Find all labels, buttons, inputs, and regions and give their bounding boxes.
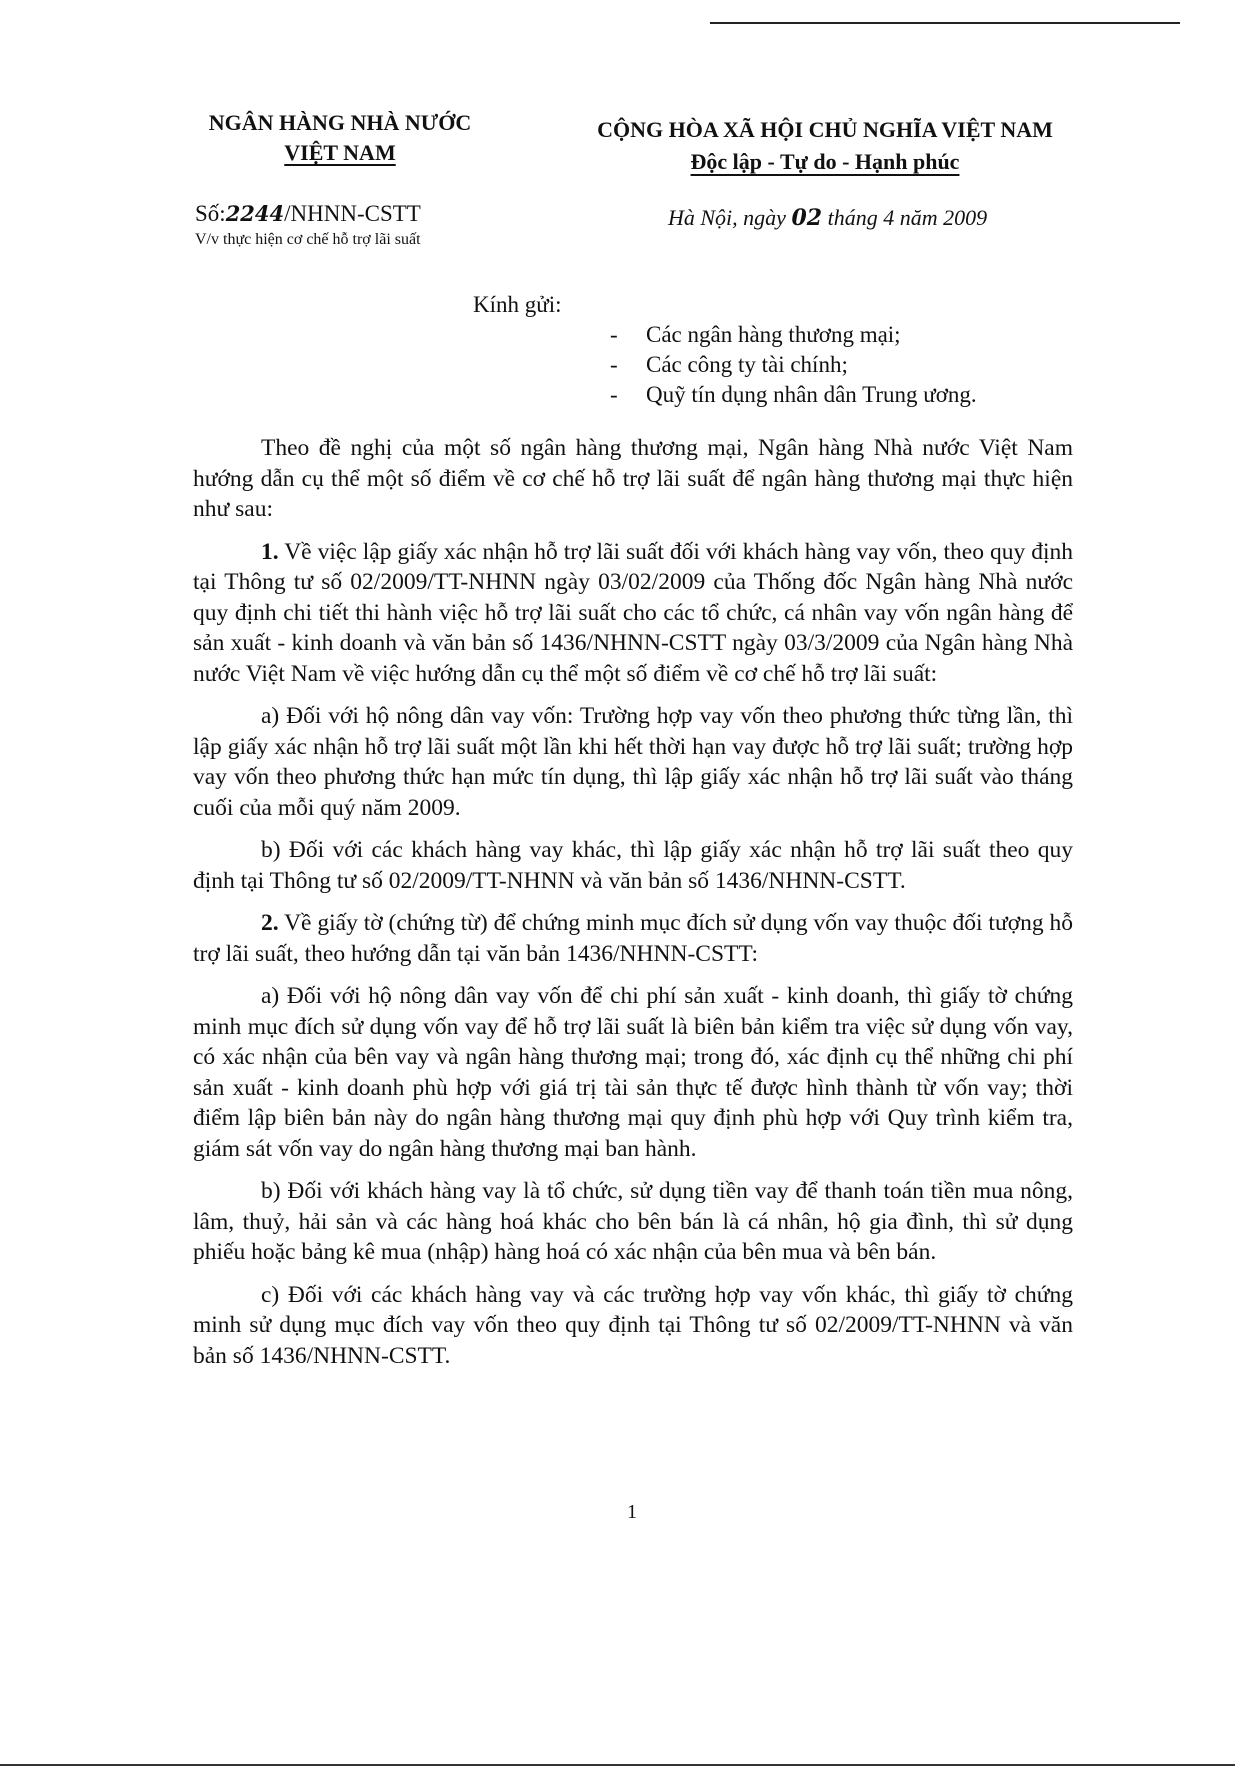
document-subject: V/v thực hiện cơ chế hỗ trợ lãi suất: [195, 231, 421, 248]
section-1-text: Về việc lập giấy xác nhận hỗ trợ lãi suất đối với khách hàng vay vốn, theo quy định tại Thông tư số 02/2009/TT-NHNN ngày 03/02/2009 của Thống đốc Ngân hàng Nhà nước quy định chi tiết thi hành việc hỗ trợ lãi suất cho các tổ chức, cá nhân vay vốn ngân hàng để sản xuất - kinh doanh và văn bản số 1436/NHNN-CSTT ngày 03/3/2009 của Ngân hàng Nhà nước Việt Nam về việc hướng dẫn cụ thể một số điểm về cơ chế hỗ trợ lãi suất:: [193, 538, 1073, 687]
recipient-item: - Các công ty tài chính;: [610, 352, 848, 377]
top-rule: [710, 22, 1180, 24]
section-2-text: Về giấy tờ (chứng từ) để chứng minh mục đích sử dụng vốn vay thuộc đối tượng hỗ trợ lãi suất, theo hướng dẫn tại văn bản 1436/NHNN-CSTT:: [193, 910, 1073, 967]
page-number: 1: [627, 1501, 637, 1523]
document-number: [195, 200, 421, 228]
document-number-handwritten: 2244: [225, 201, 285, 226]
document-number-suffix: /NHNN-CSTT: [284, 201, 421, 226]
intro-paragraph: Theo đề nghị của một số ngân hàng thương mại, Ngân hàng Nhà nước Việt Nam hướng dẫn cụ thể một số điểm về cơ chế hỗ trợ lãi suất để ngân hàng thương mại thực hiện như sau:: [193, 435, 1073, 522]
section-2-number: 2.: [261, 910, 279, 936]
section-1a-paragraph: a) Đối với hộ nông dân vay vốn: Trường hợp vay vốn theo phương thức từng lần, thì lập giấy xác nhận hỗ trợ lãi suất một lần khi hết thời hạn vay được hỗ trợ lãi suất; trường hợp vay vốn theo phương thức hạn mức tín dụng, thì lập giấy xác nhận hỗ trợ lãi suất vào tháng cuối của mỗi quý năm 2009.: [193, 703, 1073, 821]
section-1-paragraph: [193, 537, 1073, 690]
issuer-name-line1: NGÂN HÀNG NHÀ NƯỚC: [208, 110, 472, 135]
date-day-handwritten: 02: [791, 205, 823, 231]
recipient-list: [610, 320, 977, 410]
date-line: [668, 204, 987, 232]
national-header: [560, 114, 1090, 178]
date-after: tháng 4 năm 2009: [822, 205, 988, 230]
document-number-prefix: Số:: [195, 201, 226, 226]
section-2b-paragraph: b) Đối với khách hàng vay là tổ chức, sử dụng tiền vay để thanh toán tiền mua nông, lâm, thuỷ, hải sản và các hàng hoá khác cho bên bán là cá nhân, hộ gia đình, thì sử dụng phiếu hoặc bảng kê mua (nhập) hàng hoá có xác nhận của bên mua và bên bán.: [193, 1178, 1073, 1265]
national-motto: Độc lập - Tự do - Hạnh phúc: [690, 149, 960, 174]
issuer-name-line2: VIỆT NAM: [284, 140, 396, 165]
national-title: CỘNG HÒA XÃ HỘI CHỦ NGHĨA VIỆT NAM: [597, 117, 1053, 142]
recipient-item: - Quỹ tín dụng nhân dân Trung ương.: [610, 382, 977, 407]
section-2c-paragraph: c) Đối với các khách hàng vay và các trường hợp vay vốn khác, thì giấy tờ chứng minh sử dụng mục đích vay vốn theo quy định tại Thông tư số 02/2009/TT-NHNN và văn bản số 1436/NHNN-CSTT.: [193, 1281, 1073, 1369]
recipient-text: Các công ty tài chính;: [646, 352, 848, 377]
bottom-rule: [0, 1764, 1235, 1766]
section-2-paragraph: [193, 908, 1073, 969]
section-1b-paragraph: b) Đối với các khách hàng vay khác, thì lập giấy xác nhận hỗ trợ lãi suất theo quy định tại Thông tư số 02/2009/TT-NHNN và văn bản số 1436/NHNN-CSTT.: [193, 837, 1073, 894]
recipient-item: - Các ngân hàng thương mại;: [610, 322, 901, 347]
section-1-number: 1.: [261, 538, 279, 565]
recipient-text: Quỹ tín dụng nhân dân Trung ương.: [646, 382, 977, 407]
section-2a-paragraph: a) Đối với hộ nông dân vay vốn để chi phí sản xuất - kinh doanh, thì giấy tờ chứng minh mục đích sử dụng vốn vay để hỗ trợ lãi suất là biên bản kiểm tra việc sử dụng vốn vay, có xác nhận của bên vay và ngân hàng thương mại; trong đó, xác định cụ thể những chi phí sản xuất - kinh doanh phù hợp với giá trị tài sản thực tế được hình thành từ vốn vay; thời điểm lập biên bản này do ngân hàng thương mại quy định phù hợp với Quy trình kiểm tra, giám sát vốn vay do ngân hàng thương mại ban hành.: [193, 983, 1073, 1162]
issuer-header: [190, 108, 490, 168]
date-before: Hà Nội, ngày: [668, 205, 792, 230]
recipient-text: Các ngân hàng thương mại;: [646, 322, 901, 347]
greeting: Kính gửi:: [473, 292, 562, 317]
document-body: [193, 433, 1073, 1383]
